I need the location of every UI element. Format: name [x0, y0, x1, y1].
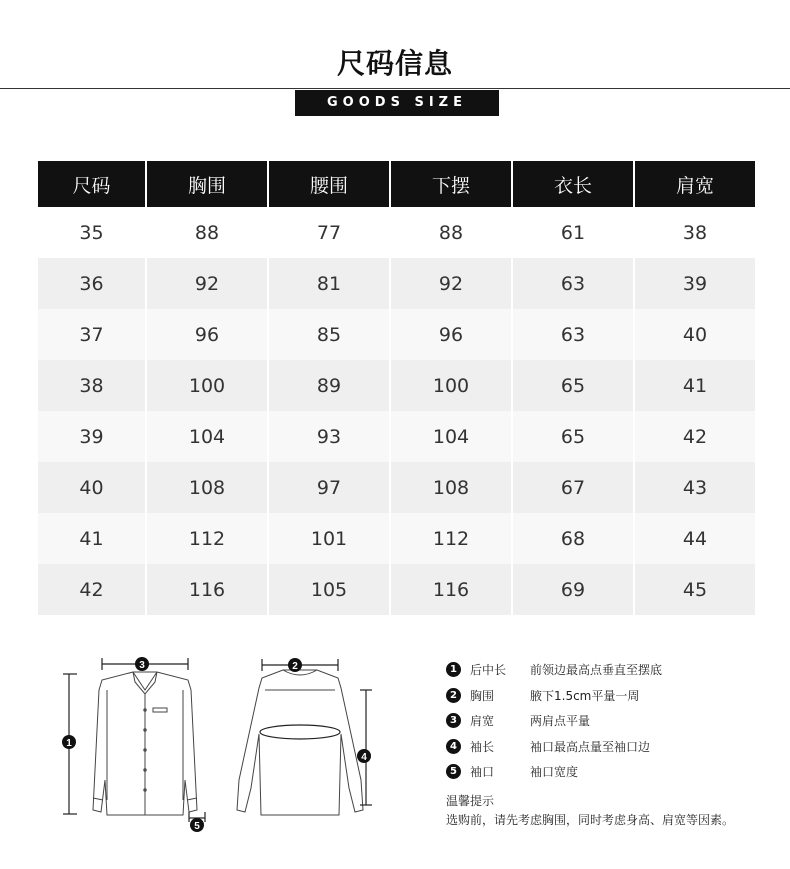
page-subtitle: GOODS SIZE — [295, 90, 499, 116]
table-cell: 36 — [38, 258, 145, 309]
column-header: 肩宽 — [635, 161, 755, 207]
legend-item — [446, 708, 662, 734]
table-cell: 96 — [391, 309, 511, 360]
column-header: 下摆 — [391, 161, 511, 207]
measurement-legend — [446, 657, 662, 785]
legend-name: 胸围 — [470, 688, 495, 703]
table-row — [38, 360, 755, 411]
legend-number: 4 — [446, 739, 461, 754]
marker-2 — [288, 658, 302, 672]
table-cell: 112 — [147, 513, 267, 564]
legend-number: 2 — [446, 688, 461, 703]
legend-description: 前领边最高点垂直至摆底 — [530, 663, 663, 678]
marker-1 — [62, 735, 76, 749]
legend-name: 袖长 — [470, 739, 495, 754]
tips-section — [446, 792, 734, 830]
column-header: 胸围 — [147, 161, 267, 207]
table-cell: 39 — [635, 258, 755, 309]
table-cell: 92 — [147, 258, 267, 309]
column-header: 尺码 — [38, 161, 145, 207]
svg-text:1: 1 — [66, 738, 72, 749]
table-row — [38, 411, 755, 462]
table-cell: 63 — [513, 309, 633, 360]
table-cell: 77 — [269, 207, 389, 258]
table-cell: 43 — [635, 462, 755, 513]
tips-text: 选购前，请先考虑胸围，同时考虑身高、肩宽等因素。 — [446, 813, 735, 827]
legend-name: 肩宽 — [470, 714, 495, 729]
legend-item — [446, 657, 662, 683]
table-row — [38, 513, 755, 564]
title-divider — [0, 88, 790, 89]
legend-description: 腋下1.5cm平量一周 — [530, 688, 640, 703]
table-cell: 44 — [635, 513, 755, 564]
table-cell: 39 — [38, 411, 145, 462]
page-title: 尺码信息 — [336, 47, 453, 80]
table-cell: 63 — [513, 258, 633, 309]
table-cell: 100 — [391, 360, 511, 411]
shirt-front-illustration — [93, 672, 197, 815]
table-cell: 40 — [635, 309, 755, 360]
table-cell: 68 — [513, 513, 633, 564]
legend-number: 3 — [446, 713, 461, 728]
table-cell: 37 — [38, 309, 145, 360]
table-row — [38, 564, 755, 615]
legend-number: 1 — [446, 662, 461, 677]
legend-description: 两肩点平量 — [530, 714, 591, 729]
table-row — [38, 309, 755, 360]
table-cell: 105 — [269, 564, 389, 615]
svg-text:4: 4 — [361, 752, 367, 763]
table-cell: 81 — [269, 258, 389, 309]
table-cell: 65 — [513, 411, 633, 462]
table-cell: 40 — [38, 462, 145, 513]
table-cell: 108 — [147, 462, 267, 513]
table-cell: 89 — [269, 360, 389, 411]
table-cell: 104 — [391, 411, 511, 462]
tips-title: 温馨提示 — [446, 794, 495, 808]
table-cell: 85 — [269, 309, 389, 360]
table-cell: 116 — [391, 564, 511, 615]
shirt-diagram — [55, 650, 385, 840]
table-cell: 38 — [38, 360, 145, 411]
table-cell: 108 — [391, 462, 511, 513]
svg-text:2: 2 — [292, 661, 298, 672]
marker-3 — [135, 657, 149, 671]
legend-item — [446, 734, 662, 760]
column-header: 衣长 — [513, 161, 633, 207]
table-cell: 104 — [147, 411, 267, 462]
legend-description: 袖口宽度 — [530, 765, 579, 780]
table-cell: 69 — [513, 564, 633, 615]
table-cell: 88 — [147, 207, 267, 258]
table-cell: 41 — [635, 360, 755, 411]
table-row — [38, 258, 755, 309]
table-cell: 101 — [269, 513, 389, 564]
marker-5 — [190, 818, 204, 832]
table-cell: 88 — [391, 207, 511, 258]
table-cell: 42 — [38, 564, 145, 615]
legend-description: 袖口最高点量至袖口边 — [530, 739, 651, 754]
back-measure-lines — [260, 659, 372, 805]
marker-4 — [357, 749, 371, 763]
table-cell: 42 — [635, 411, 755, 462]
column-header: 腰围 — [269, 161, 389, 207]
table-cell: 35 — [38, 207, 145, 258]
table-cell: 67 — [513, 462, 633, 513]
table-cell: 116 — [147, 564, 267, 615]
table-cell: 45 — [635, 564, 755, 615]
table-header-row — [38, 161, 755, 207]
table-cell: 97 — [269, 462, 389, 513]
legend-item — [446, 683, 662, 709]
table-cell: 41 — [38, 513, 145, 564]
svg-text:5: 5 — [194, 821, 200, 832]
table-cell: 38 — [635, 207, 755, 258]
shirt-back-illustration — [237, 670, 363, 815]
legend-number: 5 — [446, 764, 461, 779]
table-cell: 96 — [147, 309, 267, 360]
table-cell: 100 — [147, 360, 267, 411]
table-cell: 93 — [269, 411, 389, 462]
legend-name: 后中长 — [470, 663, 507, 678]
table-row — [38, 462, 755, 513]
table-row — [38, 207, 755, 258]
table-cell: 92 — [391, 258, 511, 309]
size-table — [36, 161, 757, 615]
table-cell: 65 — [513, 360, 633, 411]
table-cell: 61 — [513, 207, 633, 258]
legend-item — [446, 759, 662, 785]
svg-text:3: 3 — [139, 660, 145, 671]
table-cell: 112 — [391, 513, 511, 564]
legend-name: 袖口 — [470, 765, 495, 780]
